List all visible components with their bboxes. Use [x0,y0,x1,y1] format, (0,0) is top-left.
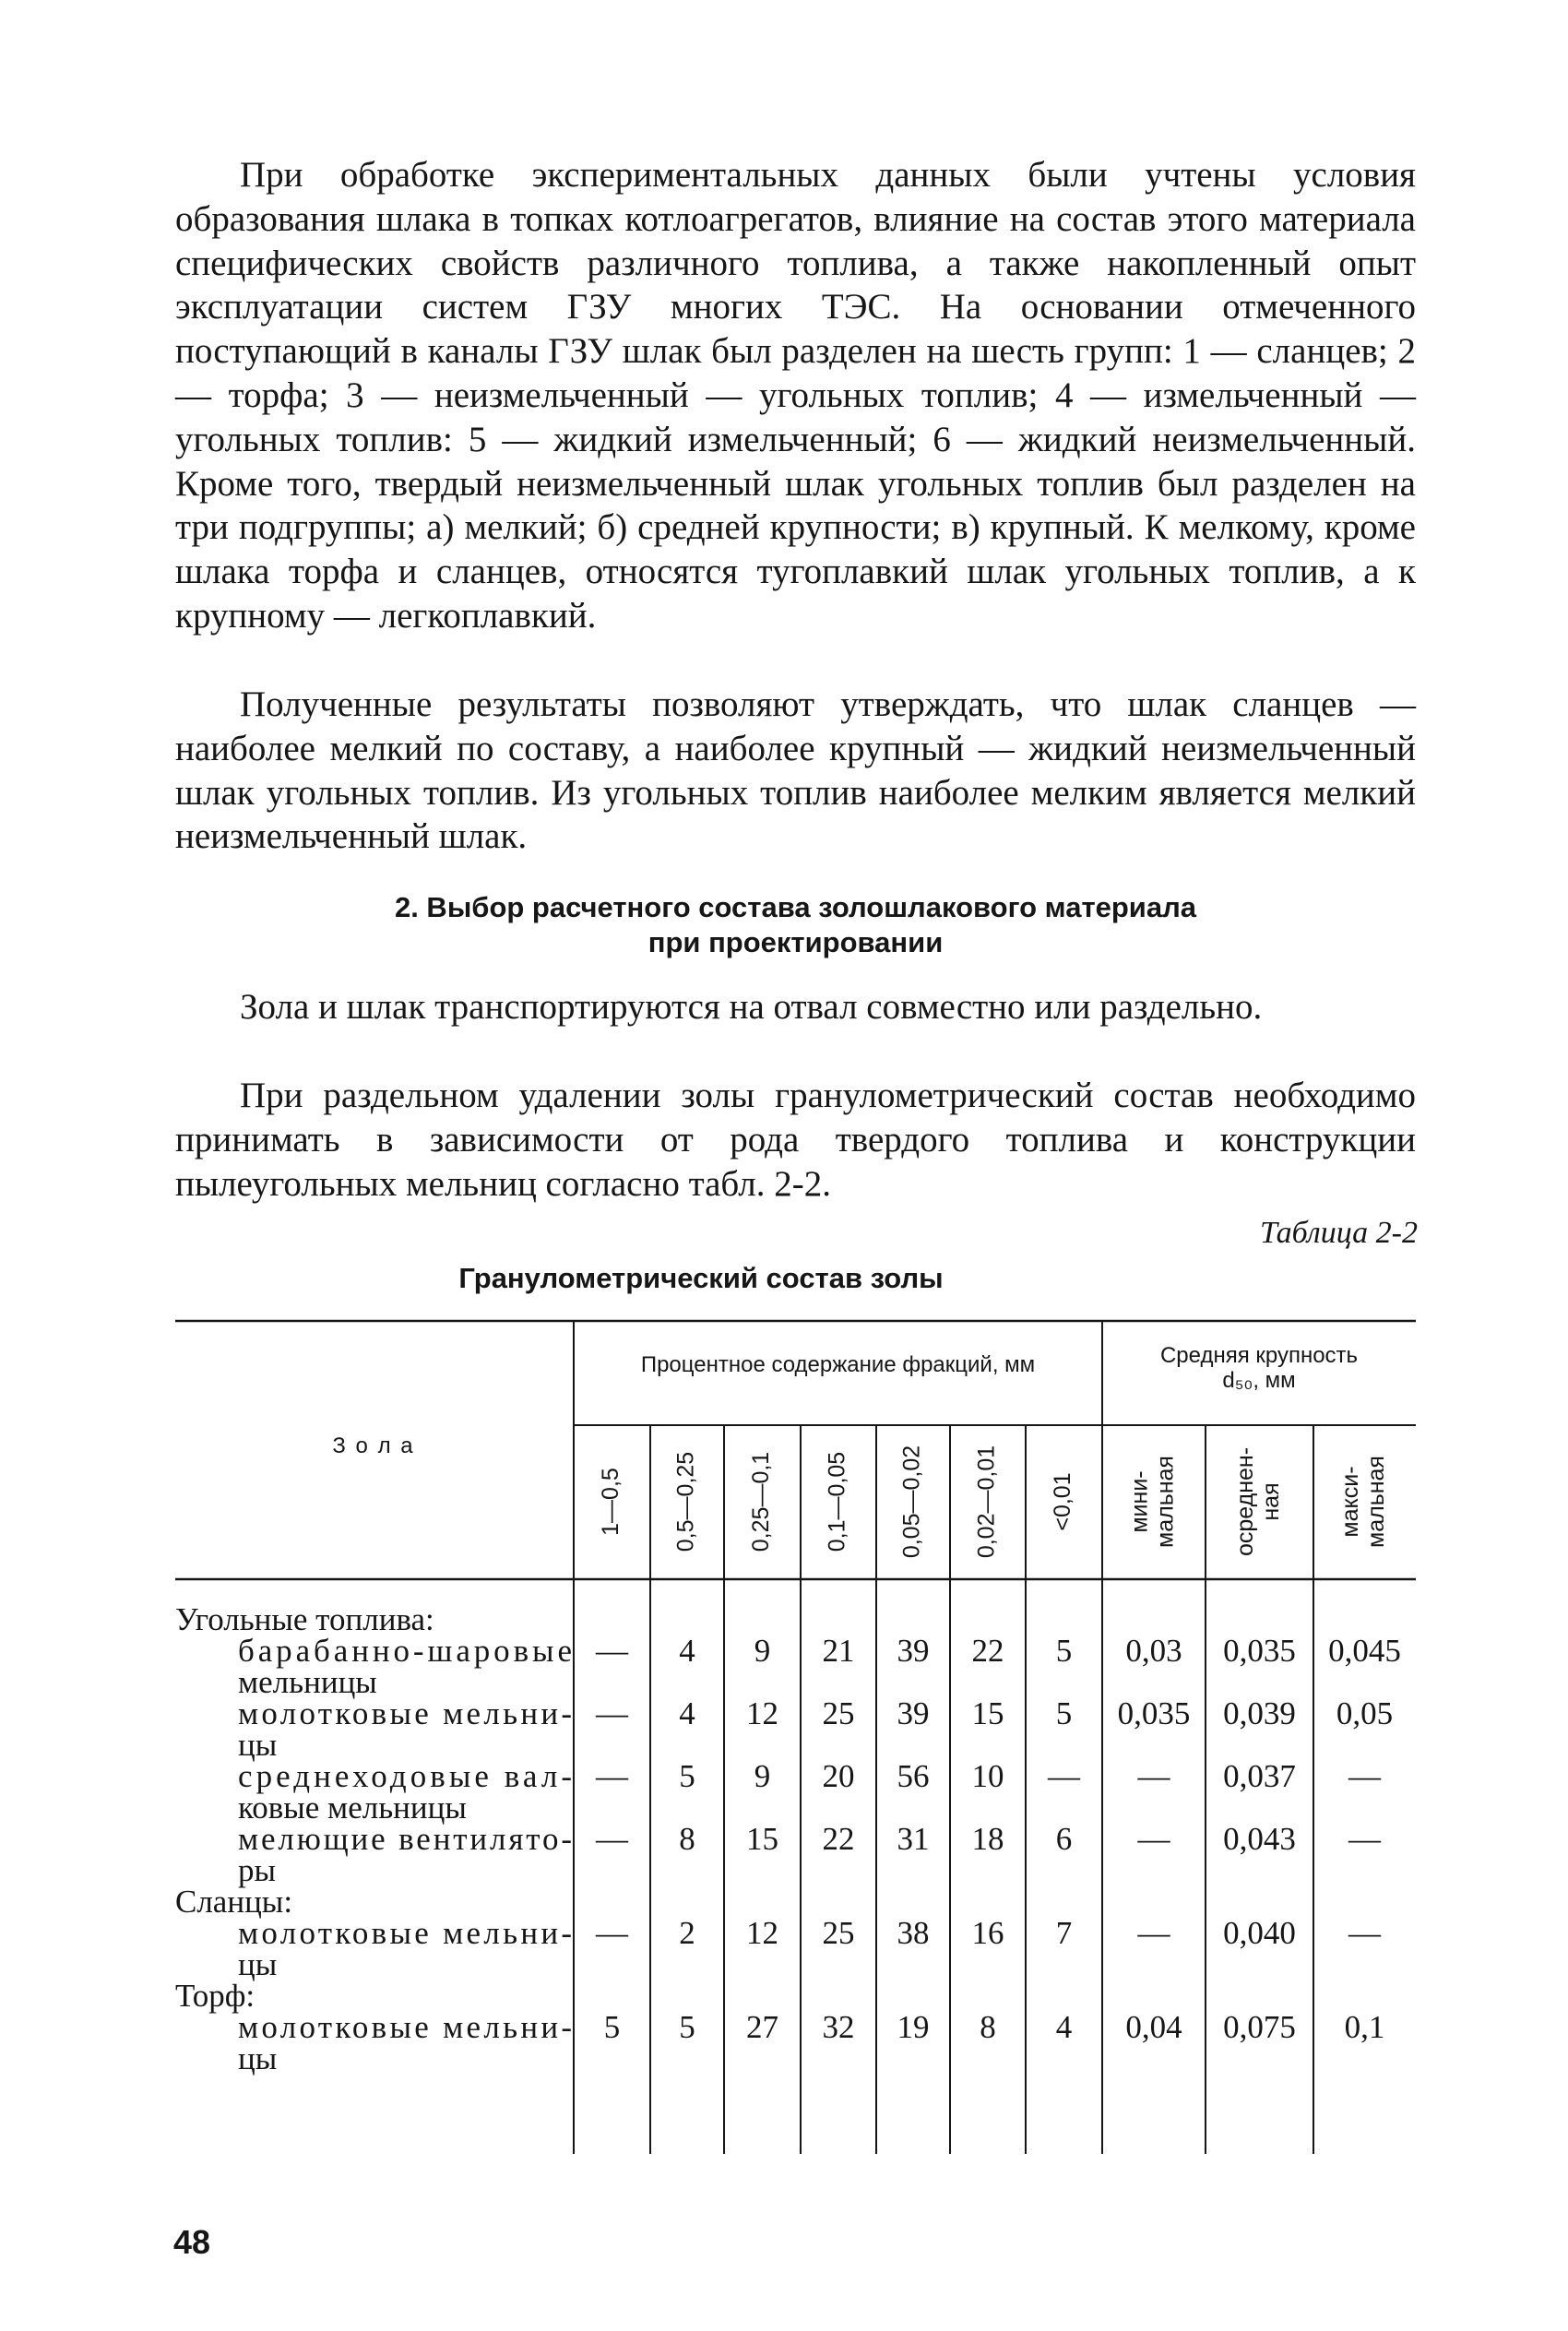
fraction-column-header: 1—0,5 [598,1468,624,1536]
table-row-label: мелющие вентилято- [238,1821,572,1857]
table-cell: — [1348,1915,1381,1951]
table-row-label: молотковые мельни- [238,1695,572,1731]
fraction-column-header: 0,1—0,05 [824,1451,850,1552]
table-cell: 5 [679,1758,695,1794]
table-cell: 0,045 [1328,1633,1401,1669]
size-column-header: макси- [1337,1466,1364,1538]
table-row-label: молотковые мельни- [238,1915,572,1951]
table-row-label: барабанно-шаровые [238,1633,572,1669]
median-size-group-header: Средняя крупность [1159,1343,1359,1368]
table-cell: 0,03 [1125,1633,1182,1669]
size-column-header: ная [1258,1482,1285,1521]
table-cell: 25 [822,1695,855,1731]
table-cell: 25 [822,1915,855,1951]
table-cell: — [1048,1758,1080,1794]
table-cell: 5 [679,2009,695,2045]
table-cell: — [596,1915,628,1951]
table-cell: 22 [822,1821,855,1857]
table-cell: 8 [679,1821,695,1857]
table-cell: 38 [897,1915,930,1951]
stub-header: З о л а [332,1433,415,1458]
fraction-column-header: 0,25—0,1 [748,1451,775,1552]
table-cell: 5 [1055,1695,1073,1731]
table-cell: 12 [746,1915,778,1951]
table-row-label-cont: ковые мельницы [238,1790,467,1826]
table-row-label: среднеходовые вал- [238,1758,572,1794]
table-cell: 0,043 [1223,1821,1296,1857]
fraction-column-header: <0,01 [1050,1472,1076,1531]
section-heading-line-1: 2. Выбор расчетного состава золошлакового материала [394,891,1197,923]
table-cell: — [1348,1758,1381,1794]
table-cell: 8 [980,2009,996,2045]
table-cell: 0,039 [1223,1695,1296,1731]
table-cell: 27 [746,2009,778,2045]
table-cell: 15 [971,1695,1004,1731]
fraction-column-header: 0,05—0,02 [898,1445,925,1559]
table-cell: 4 [679,1633,695,1669]
table-cell: 18 [971,1821,1004,1857]
table-row-label-cont: мельницы [238,1664,377,1700]
table-cell: — [1137,1758,1170,1794]
size-column-header: осреднен- [1232,1446,1259,1557]
table-group-title: Торф: [175,1978,255,2014]
size-column-header: мальная [1152,1456,1179,1548]
table-cell: 20 [822,1758,855,1794]
table-cell: 39 [897,1633,930,1669]
table-cell: 15 [746,1821,778,1857]
table-cell: 6 [1055,1821,1073,1857]
table-cell: — [1137,1915,1170,1951]
table-cell: 16 [971,1915,1004,1951]
fraction-column-header: 0,5—0,25 [672,1451,699,1552]
table-cell: 7 [1055,1915,1073,1951]
table-cell: — [596,1758,628,1794]
table-cell: 0,035 [1117,1695,1191,1731]
table-cell: 12 [746,1695,778,1731]
table-cell: — [596,1821,628,1857]
fraction-column-header: 0,02—0,01 [973,1445,1000,1559]
table-cell: 5 [1055,1633,1073,1669]
table-cell: 31 [897,1821,930,1857]
table-cell: 0,040 [1223,1915,1296,1951]
size-column-header: мини- [1126,1470,1153,1533]
table-cell: 0,035 [1223,1633,1296,1669]
table-cell: — [596,1633,628,1669]
table-cell: 10 [971,1758,1004,1794]
table-group-title: Сланцы: [175,1884,293,1920]
paragraph-3-text: Зола и шлак транспортируются на отвал совместно или раздельно. [240,987,1263,1027]
table-cell: 22 [971,1633,1004,1669]
table-cell: 56 [897,1758,930,1794]
table-group-title: Угольные топлива: [175,1601,434,1637]
table-cell: 0,037 [1223,1758,1296,1794]
table-cell: — [596,1695,628,1731]
page-number: 48 [173,2223,211,2261]
table-cell: 0,05 [1336,1695,1394,1731]
table-number-label: Таблица 2-2 [1260,1216,1418,1250]
table-cell: — [1137,1821,1170,1857]
table-row-label-cont: цы [238,1727,278,1763]
table-cell: 2 [679,1915,695,1951]
table-row-label: молотковые мельни- [238,2009,572,2045]
table-cell: 0,075 [1223,2009,1296,2045]
table-cell: 21 [822,1633,855,1669]
median-size-group-header-unit: d₅₀, мм [1222,1368,1296,1393]
table-cell: 0,1 [1344,2009,1385,2045]
fractions-group-header: Процентное содержание фракций, мм [640,1352,1036,1377]
table-cell: 4 [1055,2009,1073,2045]
table-cell: 19 [897,2009,930,2045]
paragraph-4-text: При раздельном удалении золы гранулометрический состав необходимо принимать в зависимости от рода твердого топлива и конструкции пылеугольных мельниц согласно табл. 2-2. [175,1076,1416,1204]
table-row-label-cont: ры [238,1852,277,1888]
paragraph-1-text: При обработке экспериментальных данных были учтены условия образования шлака в топках котлоагрегатов, влияние на состав этого материала специфических свойств различного топлива, а также накопленный опыт эксплуатации систем ГЗУ многих ТЭС. На основании отмеченного поступающий в каналы ГЗУ шлак был разделен на шесть групп: 1 — сланцев; 2 — торфа; 3 — неизмельченный — угольных топлив; 4 — измельченный — угольных топлив: 5 — жидкий измельченный; 6 — жидкий неизмельченный. Кроме того, твердый неизмельченный шлак угольных топлив был разделен на три подгруппы; а) мелкий; б) средней крупности; в) крупный. К мелкому, кроме шлака торфа и сланцев, относятся тугоплавкий шлак угольных топлив, а к крупному — легкоплавкий. [175,155,1416,636]
section-heading-line-2: при проектировании [647,926,944,958]
table-row-label-cont: цы [238,2040,278,2076]
size-column-header: мальная [1363,1456,1390,1548]
table-content [175,1343,1401,2076]
paragraph-2-text: Полученные результаты позволяют утверждать, что шлак сланцев — наиболее мелкий по составу, а наиболее крупный — жидкий неизмельченный шлак угольных топлив. Из угольных топлив наиболее мелким является мелкий неизмельченный шлак. [175,684,1416,857]
table-cell: 9 [754,1633,771,1669]
table-title: Гранулометрический состав золы [458,1262,944,1294]
table-cell: — [1348,1821,1381,1857]
table-cell: 4 [679,1695,695,1731]
table-cell: 0,04 [1125,2009,1182,2045]
table-cell: 32 [822,2009,855,2045]
table-cell: 9 [754,1758,771,1794]
table-cell: 39 [897,1695,930,1731]
table-row-label-cont: цы [238,1946,278,1982]
table-cell: 5 [603,2009,621,2045]
